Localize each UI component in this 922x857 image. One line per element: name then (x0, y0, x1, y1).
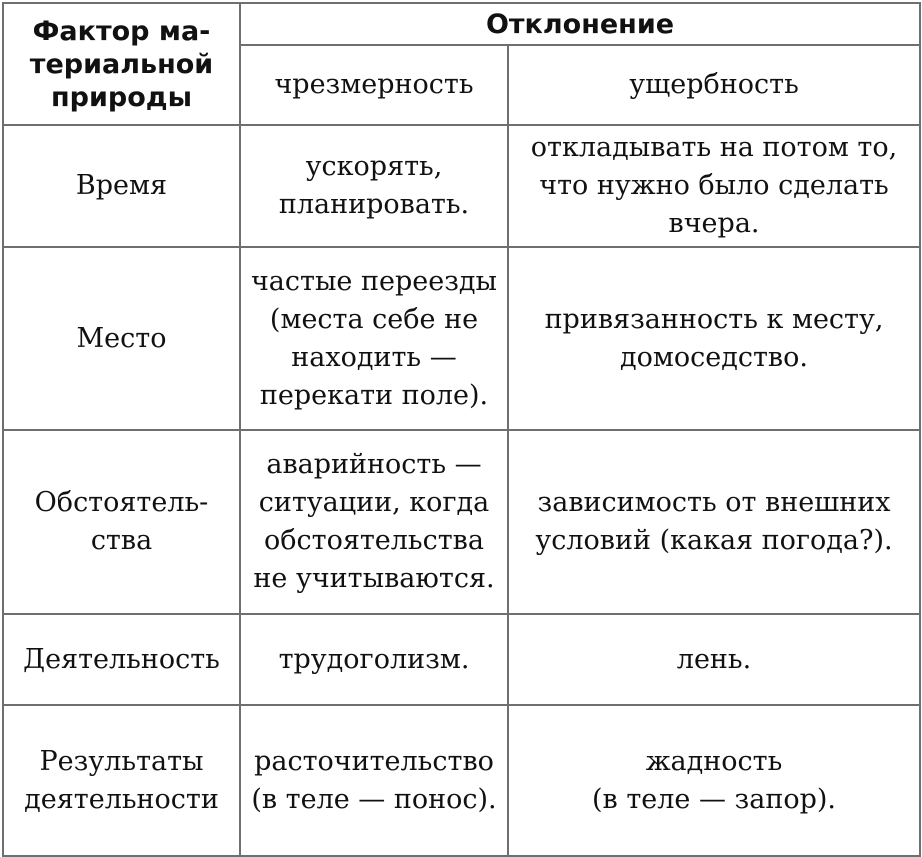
cell-line: не учитываются. (253, 563, 495, 594)
cell-line: ускорять, (305, 151, 443, 182)
header-factor-line: природы (51, 81, 192, 113)
table-row (3, 614, 920, 705)
factor-cell (3, 614, 240, 705)
cell-line: зависимость от внешних (537, 487, 891, 518)
cell-line: деятельности (24, 783, 219, 815)
header-deficiency-cell: ущербность (508, 45, 920, 125)
deviation-table (2, 2, 921, 857)
header-factor-line: териальной (29, 48, 214, 80)
cell-line: что нужно было сделать (539, 170, 889, 201)
cell-line: планировать. (278, 189, 470, 220)
header-deviation-cell: Отклонение (240, 3, 920, 45)
cell-line: привязанность к месту, (544, 303, 884, 335)
cell-line: Результаты (39, 745, 204, 777)
cell-line: аварийность — (266, 449, 482, 480)
deficiency-cell (508, 430, 920, 614)
cell-line: домоседство. (620, 341, 808, 373)
deficiency-cell (508, 705, 920, 856)
cell-line: ства (90, 525, 153, 556)
header-row-top (3, 3, 920, 45)
cell-line: (в теле — понос). (251, 783, 497, 815)
factor-cell (3, 247, 240, 430)
header-factor-cell (3, 3, 240, 125)
cell-line: (в теле — запор). (592, 783, 837, 815)
excess-cell (240, 247, 508, 430)
cell-line: обстоятельства (264, 525, 484, 556)
excess-cell (240, 430, 508, 614)
cell-line: (места себе не (269, 303, 479, 335)
cell-line: лень. (676, 643, 752, 675)
cell-line: Деятельность (23, 643, 220, 675)
factor-cell (3, 705, 240, 856)
cell-line: находить — (291, 341, 457, 373)
deficiency-cell (508, 247, 920, 430)
excess-cell (240, 125, 508, 247)
cell-line: частые переезды (250, 265, 498, 297)
header-excess-cell: чрезмерность (240, 45, 508, 125)
header-factor-line: Фактор ма- (32, 15, 211, 47)
excess-cell (240, 614, 508, 705)
table-row (3, 247, 920, 430)
factor-cell (3, 430, 240, 614)
table-row (3, 125, 920, 247)
cell-line: жадность (645, 745, 783, 777)
cell-line: Обстоятель- (34, 487, 209, 518)
factor-cell (3, 125, 240, 247)
cell-line: Место (76, 322, 167, 354)
table-row (3, 430, 920, 614)
cell-line: ситуации, когда (258, 487, 490, 518)
deficiency-cell (508, 125, 920, 247)
cell-line: условий (какая погода?). (535, 525, 893, 556)
cell-line: Время (75, 170, 168, 201)
cell-line: трудоголизм. (278, 643, 470, 675)
deficiency-cell (508, 614, 920, 705)
cell-line: расточительство (254, 745, 494, 777)
cell-line: перекати поле). (259, 379, 489, 411)
cell-line: откладывать на потом то, (530, 132, 898, 163)
table-row (3, 705, 920, 856)
cell-line: вчера. (668, 208, 760, 239)
excess-cell (240, 705, 508, 856)
